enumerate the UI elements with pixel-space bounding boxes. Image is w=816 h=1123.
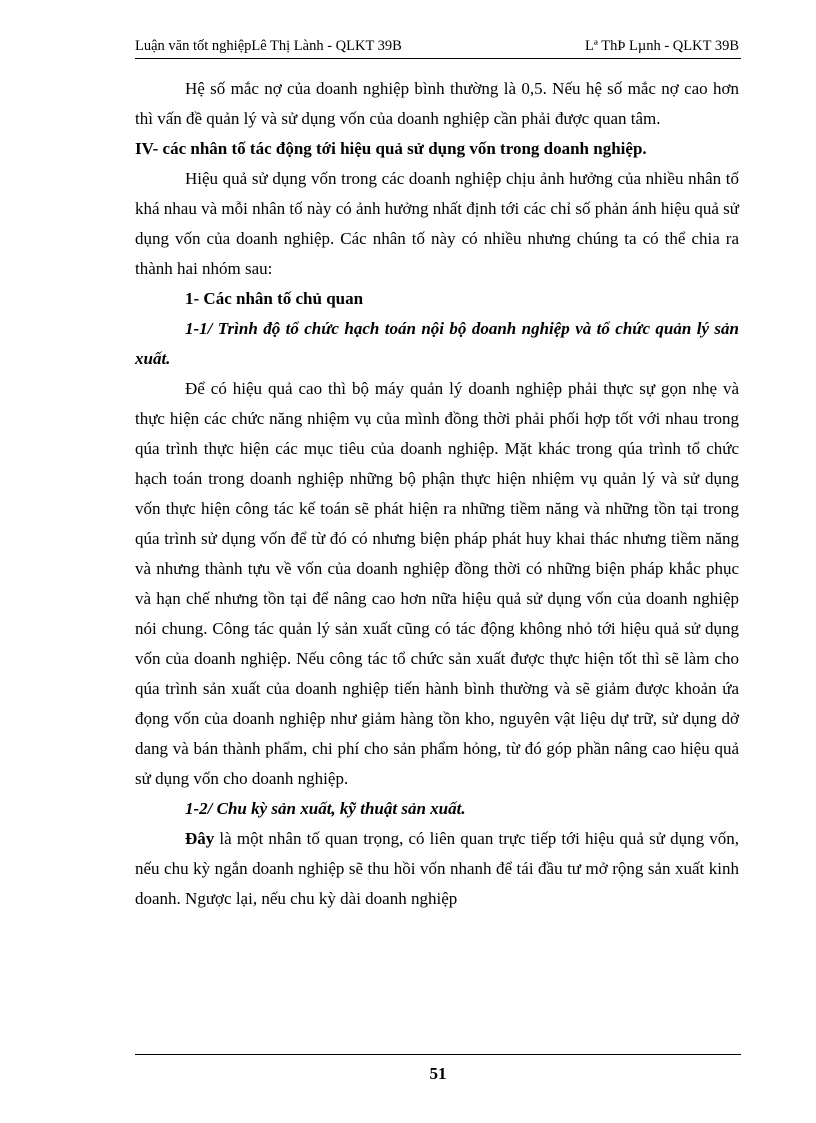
page-number: 51: [429, 1064, 447, 1083]
subheading-production-cycle: 1-2/ Chu kỳ sản xuất, kỹ thuật sản xuất.: [185, 799, 466, 818]
footer-divider: [135, 1054, 741, 1055]
subheading-accounting-organization: 1-1/ Trình độ tổ chức hạch toán nội bộ doanh nghiệp và tổ chức quản lý sản xuất.: [135, 319, 739, 368]
page-content: [135, 74, 739, 914]
paragraph-production-cycle: [135, 824, 739, 914]
subheading-subjective-factors: 1- Các nhân tố chủ quan: [185, 289, 364, 308]
header-left-text: Luận văn tốt nghiệpLê Thị Lành - QLKT 39B: [135, 38, 402, 54]
section-heading: IV- các nhân tố tác động tới hiệu quả sử dụng vốn trong doanh nghiệp.: [135, 139, 647, 158]
paragraph-management: Để có hiệu quả cao thì bộ máy quản lý doanh nghiệp phải thực sự gọn nhẹ và thực hiện các chức năng nhiệm vụ của mình đồng thời phải phối hợp tốt với nhau trong qúa trình thực hiện các mục tiêu của doanh nghiệp. Mặt khác trong qúa trình tổ chức hạch toán trong doanh nghiệp những bộ phận thực hiện nhiệm vụ quản lý và sử dụng vốn thực hiện công tác kế toán sẽ phát hiện ra những tiềm năng và những tồn tại trong qúa trình sử dụng vốn để từ đó có nhưng biện pháp phát huy khai thác nhưng tiềm năng và nhưng thành tựu về vốn của doanh nghiệp đồng thời có những biện pháp khắc phục và hạn chế nhưng tồn tại để nâng cao hơn nữa hiệu quả sử dụng vốn của doanh nghiệp nói chung. Công tác quản lý sản xuất cũng có tác động không nhỏ tới hiệu quả sử dụng vốn của doanh nghiệp. Nếu công tác tổ chức sản xuất được thực hiện tốt thì sẽ làm cho qúa trình sản xuất của doanh nghiệp tiến hành bình thường và sẽ giảm được khoản ứa đọng vốn của doanh nghiệp như giảm hàng tồn kho, nguyên vật liệu dự trữ, sử dụng dở dang và bán thành phẩm, chi phí cho sản phẩm hỏng, từ đó góp phần nâng cao hiệu quả sử dụng vốn cho doanh nghiệp.: [135, 379, 739, 788]
header-right-text: Lª ThÞ Lµnh - QLKT 39B: [585, 38, 739, 54]
paragraph-factors-intro: Hiệu quả sử dụng vốn trong các doanh nghiệp chịu ảnh hưởng của nhiều nhân tố khá nhau và mỗi nhân tố này có ảnh hưởng nhất định tới các chỉ số phản ánh hiệu quả sử dụng vốn của doanh nghiệp. Các nhân tố này có nhiều nhưng chúng ta có thể chia ra thành hai nhóm sau:: [135, 169, 739, 278]
page-header: [135, 36, 741, 59]
paragraph-lead-word: Đây: [185, 829, 215, 848]
paragraph-debt-ratio: Hệ số mắc nợ của doanh nghiệp bình thường là 0,5. Nếu hệ số mắc nợ cao hơn thì vấn đề quản lý và sử dụng vốn của doanh nghiệp cần phải được quan tâm.: [135, 79, 739, 128]
paragraph-production-cycle-text: là một nhân tố quan trọng, có liên quan trực tiếp tới hiệu quả sử dụng vốn, nếu chu kỳ ngắn doanh nghiệp sẽ thu hồi vốn nhanh để tái đầu tư mở rộng sản xuất kinh doanh. Ngược lại, nếu chu kỳ dài doanh nghiệp: [135, 829, 739, 908]
